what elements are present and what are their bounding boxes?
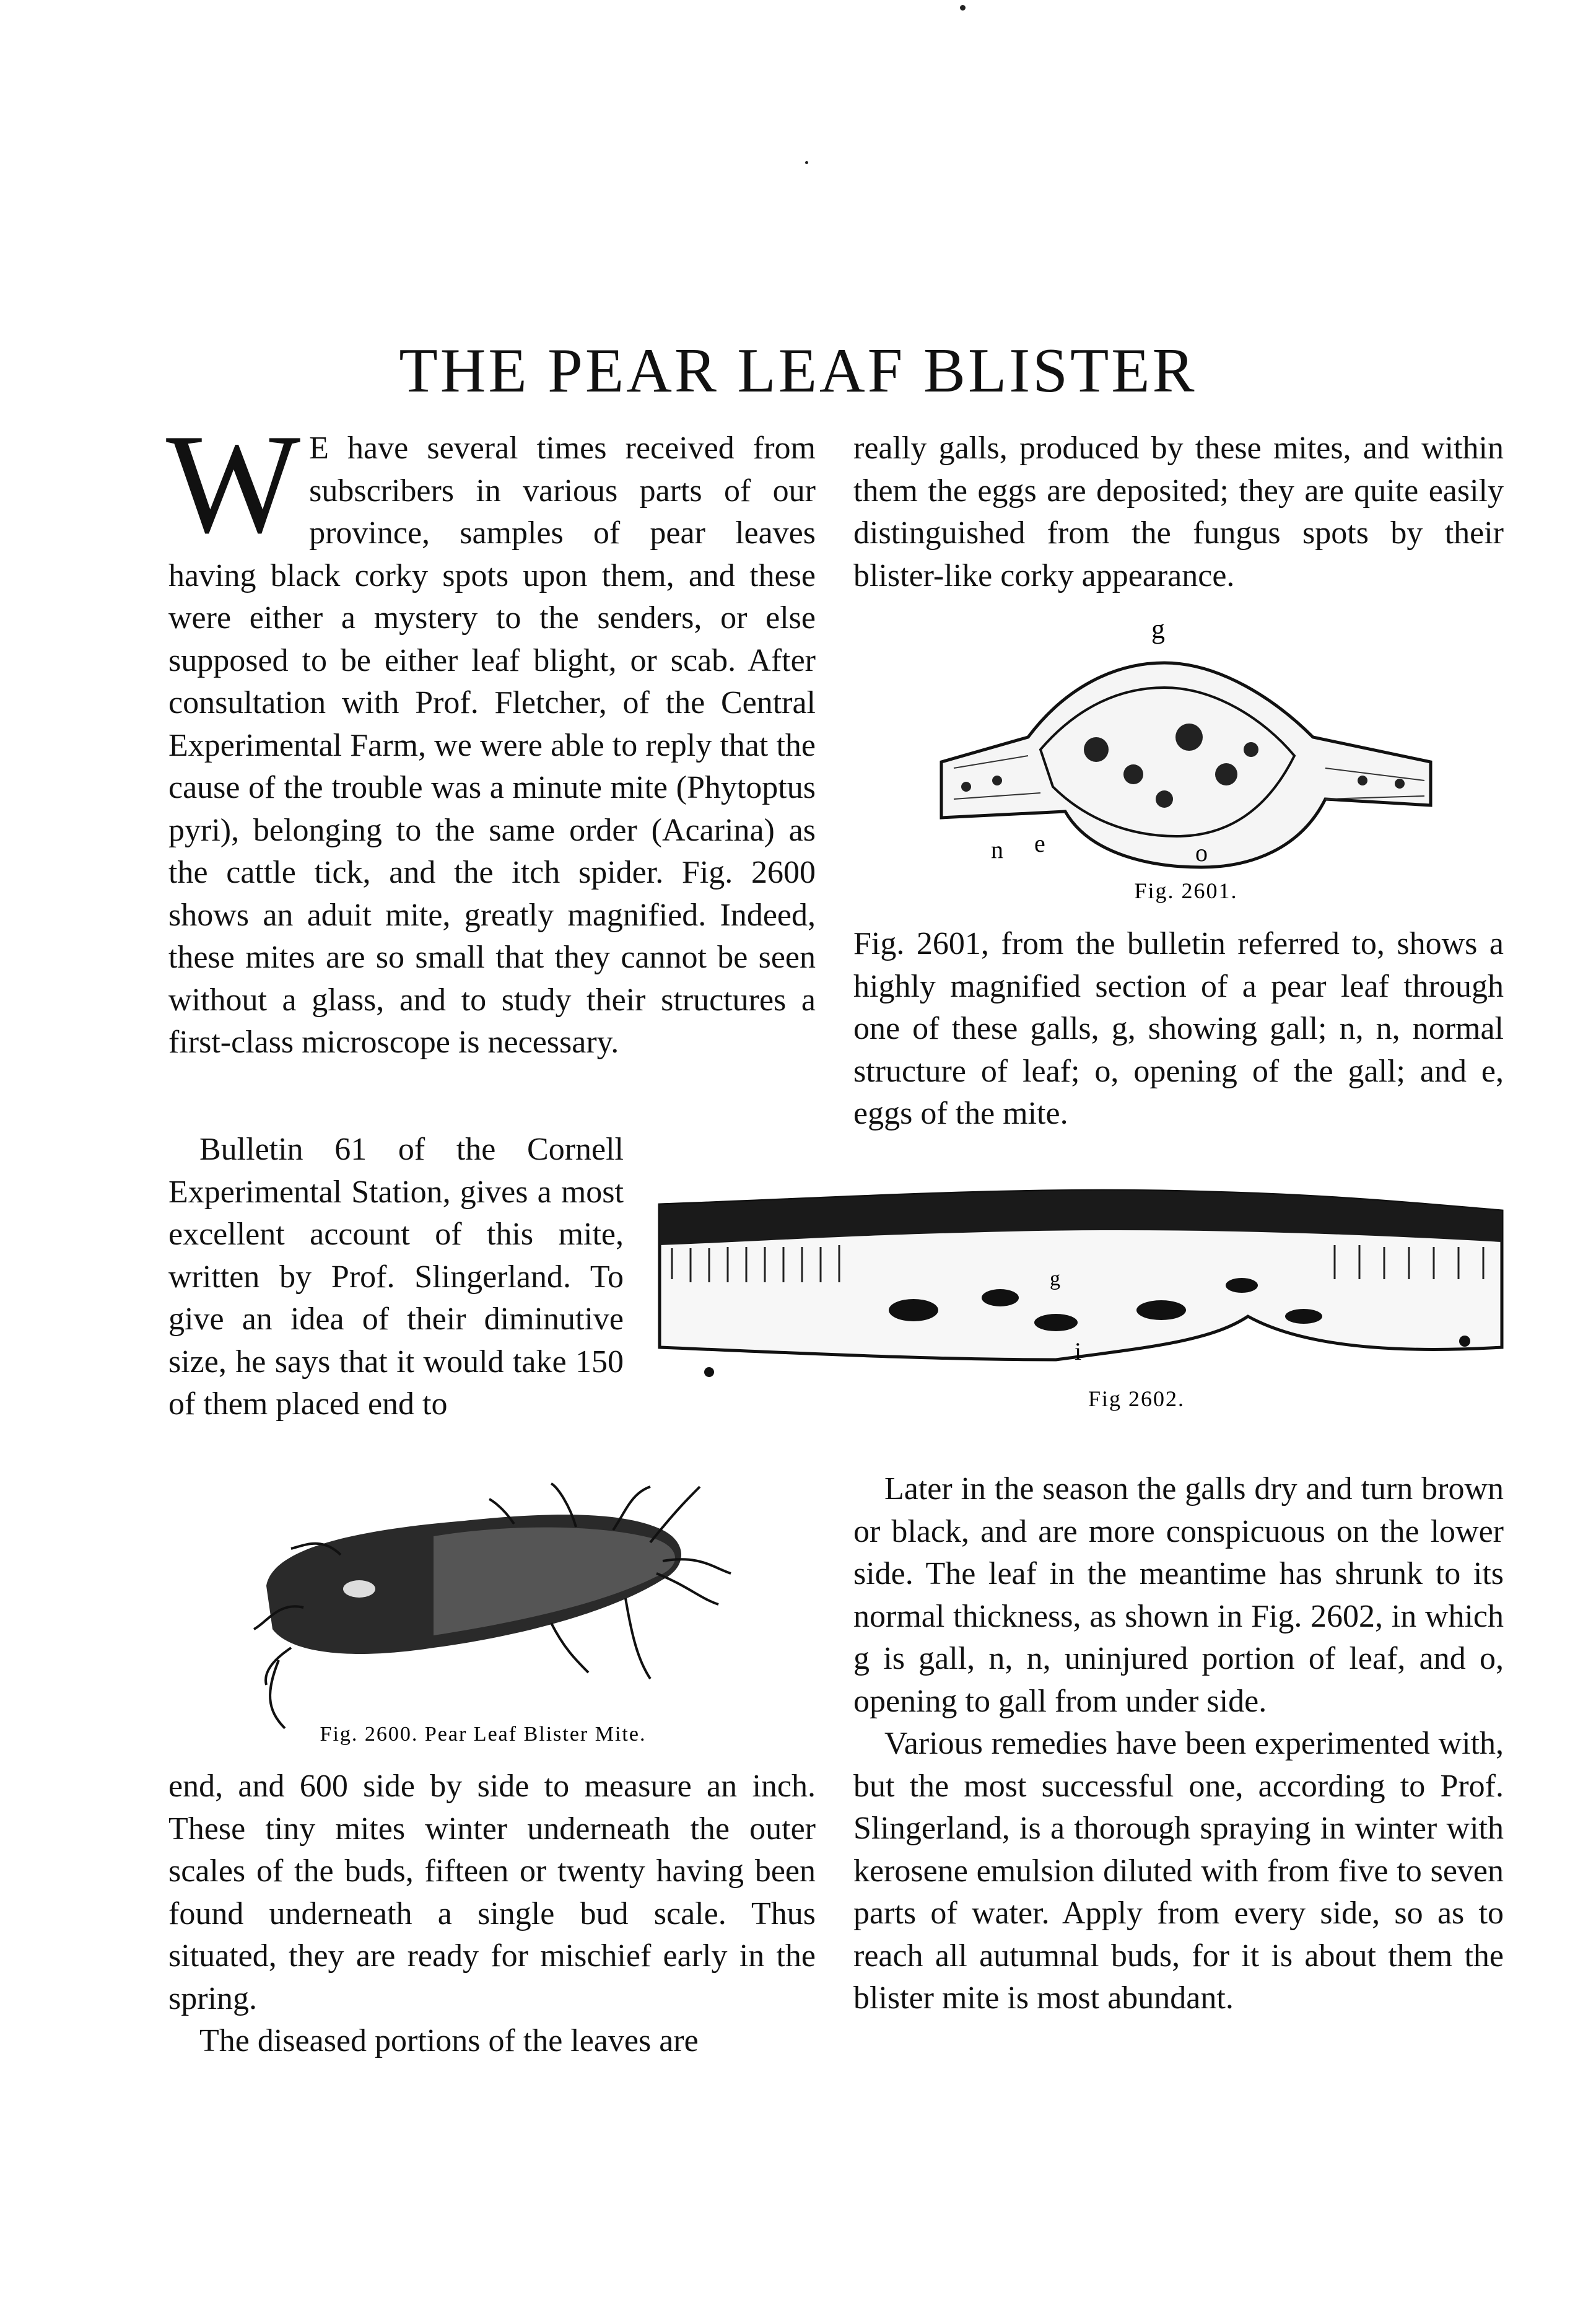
paragraph-text: Fig. 2601, from the bulletin referred to, shows a highly magnified section of a pear leaf through one of these galls, g, showing gall; n, n, normal structure of leaf; o, opening of the gall; and e, eggs of the mite. [853, 926, 1504, 1131]
figure-label-e: e [1034, 829, 1045, 857]
article-title: THE PEAR LEAF BLISTER [399, 336, 1197, 406]
figure-2600-mite [229, 1474, 737, 1747]
figure-label-i: i [1075, 1337, 1082, 1365]
right-column-paragraph-2 [853, 923, 1504, 1135]
figure-label-g: g [1151, 614, 1165, 644]
figure-label: Fig. 2600. Pear Leaf Blister Mite. [320, 1723, 647, 1746]
left-column-paragraph-3 [168, 1765, 816, 2063]
figure-caption: Fig. 2601. [1134, 878, 1238, 903]
print-speck [960, 5, 966, 11]
paragraph-text: The diseased portions of the leaves are [199, 2023, 699, 2058]
figure-caption: Fig 2602. [1088, 1386, 1185, 1411]
figure-2601-gall-section [929, 613, 1443, 904]
paragraph-text: really galls, produced by these mites, and within them the eggs are deposited; they are quite easily distinguished from the fungus spots by their blister-like corky appearance. [853, 431, 1504, 593]
left-column-paragraph-2 [168, 1129, 624, 1426]
paragraph-text: Later in the season the galls dry and turn brown or black, and are more conspicuous on the lower side. The leaf in the meantime has shrunk to its normal thickness, as shown in Fig. 2602, in which g is gall, n, n, uninjured portion of leaf, and o, opening to gall from under side. [853, 1471, 1504, 1719]
right-column-paragraph-1 [853, 427, 1504, 597]
figure-label-n: n [991, 836, 1003, 864]
figure-label-g: g [1050, 1267, 1060, 1290]
paragraph-text: E have several times received from subscribers in various parts of our province, samples of pear leaves having black corky spots upon them, and these were either a mystery to the senders, or else supposed to be either leaf blight, or scab. After consultation with Prof. Fletcher, of the Central Experimental Farm, we were able to reply that the cause of the trouble was a minute mite (Phytoptus pyri), belonging to the same order (Acarina) as the cattle tick, and the itch spider. Fig. 2600 shows an aduit mite, greatly magnified. Indeed, these mites are so small that they cannot be seen without a glass, and to study their structures a first-class microscope is necessary. [168, 431, 816, 1060]
figure-2602-leaf-section [653, 1174, 1508, 1415]
paragraph-text: Bulletin 61 of the Cornell Experimental Station, gives a most excellent account of this mite, written by Prof. Slingerland. To give an idea of their diminutive size, he says that it would take 150 of them placed end to [168, 1132, 624, 1422]
paragraph-text: Various remedies have been experimented with, but the most successful one, according to Prof. Slingerland, is a thorough spraying in winter with kerosene emulsion diluted with from five to seven parts of water. Apply from every side, so as to reach all autumnal buds, for it is about them the blister mite is most abundant. [853, 1726, 1504, 2016]
left-column-paragraph-1 [166, 405, 816, 1064]
print-speck [805, 161, 808, 164]
drop-cap: W [166, 405, 301, 562]
paragraph-text: end, and 600 side by side to measure an inch. These tiny mites winter underneath the outer scales of the buds, fifteen or twenty having been found underneath a single bud scale. Thus situated, they are ready for mischief early in the spring. [168, 1769, 816, 2016]
figure-label-o: o [1195, 839, 1208, 867]
right-column-paragraph-3 [853, 1468, 1504, 2020]
